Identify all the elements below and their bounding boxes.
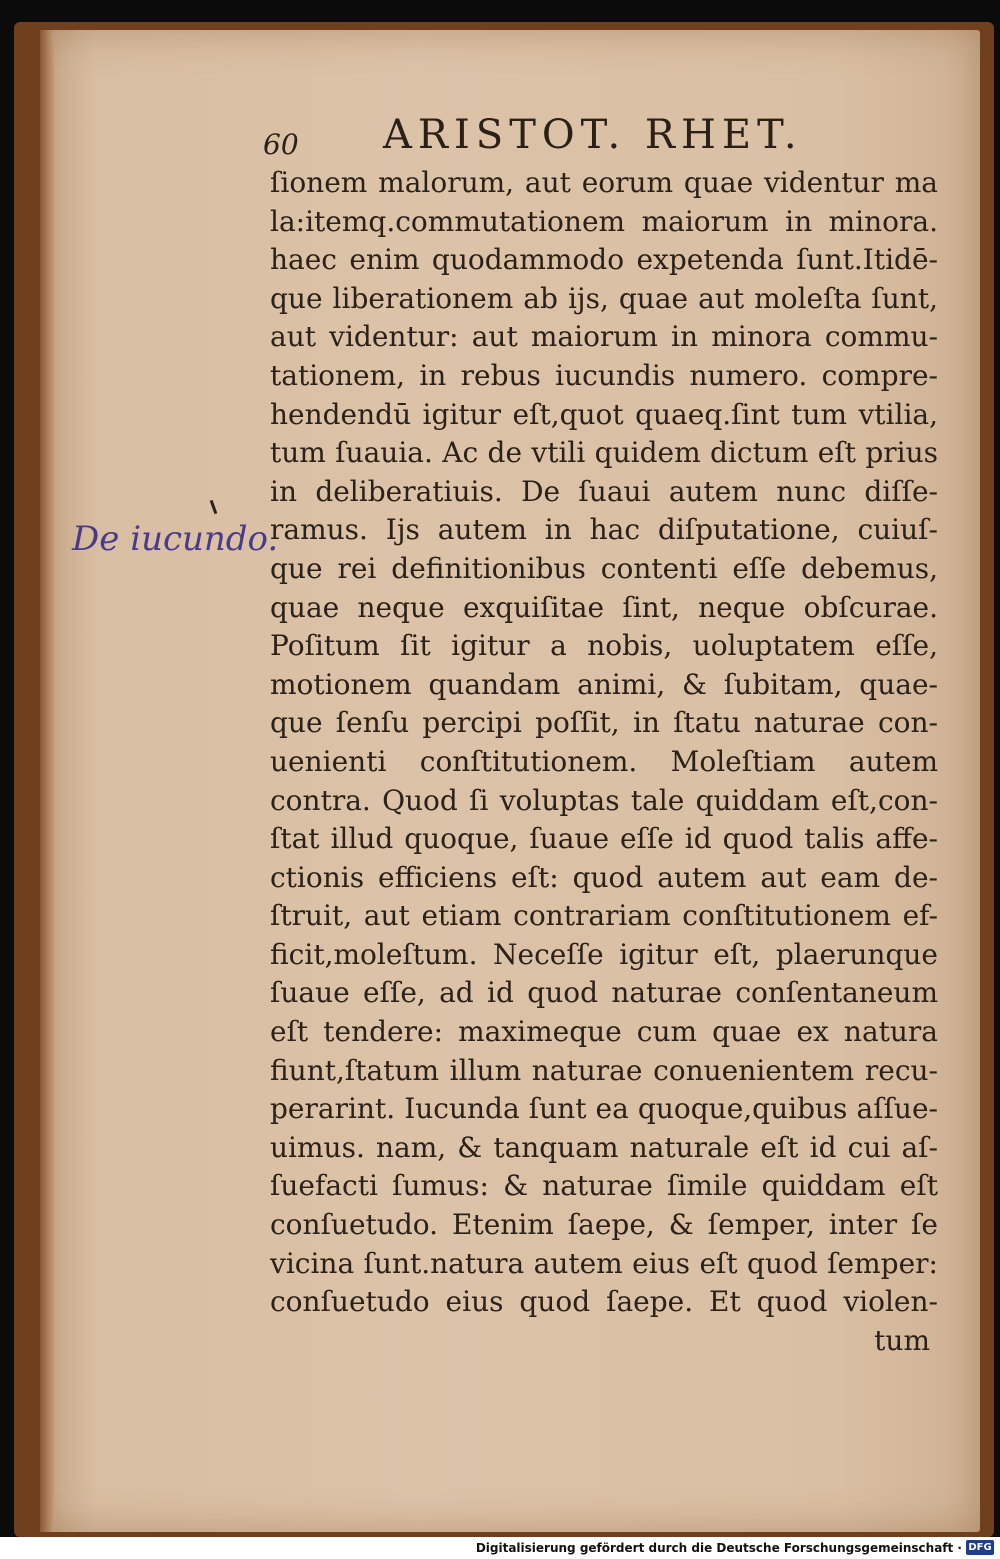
text-line: perarint. Iucunda ſunt ea quoque,quibus aſſue- xyxy=(270,1092,938,1126)
text-line: in deliberatiuis. De ſuaui autem nunc diſſe- xyxy=(270,474,938,508)
text-line: ſuefacti ſumus: & naturae ſimile quiddam eſt xyxy=(270,1169,938,1203)
text-line: Poſitum ſit igitur a nobis, uoluptatem eſſe, xyxy=(270,629,938,663)
text-line: ctionis efficiens eſt: quod autem aut eam de- xyxy=(270,860,938,894)
text-line: fiunt,ſtatum illum naturae conuenientem recu- xyxy=(270,1053,938,1087)
text-line: vicina ſunt.natura autem eius eſt quod ſemper: xyxy=(270,1246,938,1280)
text-line: quae neque exquiſitae ſint, neque obſcurae. xyxy=(270,590,938,624)
page-gutter xyxy=(40,30,54,1532)
text-line: tationem, in rebus iucundis numero. compre- xyxy=(270,358,938,392)
text-line: aut videntur: aut maiorum in minora commu- xyxy=(270,320,938,354)
page-header xyxy=(255,112,935,162)
text-line: conſuetudo. Etenim ſaepe, & ſemper, inter ſe xyxy=(270,1208,938,1242)
text-line: haec enim quodammodo expetenda ſunt.Itidē- xyxy=(270,243,938,277)
dfg-logo: DFG xyxy=(966,1540,994,1555)
text-line: que ſenſu percipi poſſit, in ſtatu naturae con- xyxy=(270,706,938,740)
text-line: ficit,moleſtum. Neceſſe igitur eſt, plaerunque xyxy=(270,937,938,971)
text-line: uimus. nam, & tanquam naturale eſt id cui aſ- xyxy=(270,1130,938,1164)
text-line: que rei definitionibus contenti eſſe debemus, xyxy=(270,551,938,585)
text-line: tum ſuauia. Ac de vtili quidem dictum eſt prius xyxy=(270,436,938,470)
text-line: uenienti conſtitutionem. Moleſtiam autem xyxy=(270,744,938,778)
handwritten-margin-note: De iucundo. xyxy=(72,519,279,559)
text-line: ſtruit, aut etiam contrariam conſtitutionem ef- xyxy=(270,899,938,933)
text-line: conſuetudo eius quod ſaepe. Et quod violen- xyxy=(270,1285,938,1319)
text-line: eſt tendere: maximeque cum quae ex natura xyxy=(270,1015,938,1049)
digitization-footer xyxy=(0,1537,1000,1559)
page-number: 60 xyxy=(263,128,299,161)
text-line: hendendū igitur eſt,quot quaeq.ſint tum vtilia, xyxy=(270,397,938,431)
text-line: ſuaue eſſe, ad id quod naturae conſentaneum xyxy=(270,976,938,1010)
text-line: ſionem malorum, aut eorum quae videntur ma xyxy=(270,166,938,199)
funding-notice: Digitalisierung gefördert durch die Deutsche Forschungsgemeinschaft · xyxy=(475,1541,962,1555)
catchword: tum xyxy=(874,1323,930,1357)
text-line: contra. Quod ſi voluptas tale quiddam eſt,con- xyxy=(270,783,938,817)
text-line: ſtat illud quoque, ſuaue eſſe id quod talis affe- xyxy=(270,822,938,856)
running-head: ARISTOT. RHET. xyxy=(383,112,803,158)
text-line: que liberationem ab ijs, quae aut moleſta ſunt, xyxy=(270,281,938,315)
text-line: motionem quandam animi, & ſubitam, quae- xyxy=(270,667,938,701)
text-line: ramus. Ijs autem in hac diſputatione, cuiuſ- xyxy=(270,513,938,547)
body-text xyxy=(270,164,938,1360)
text-line: la:itemq.commutationem maiorum in minora. xyxy=(270,204,938,238)
